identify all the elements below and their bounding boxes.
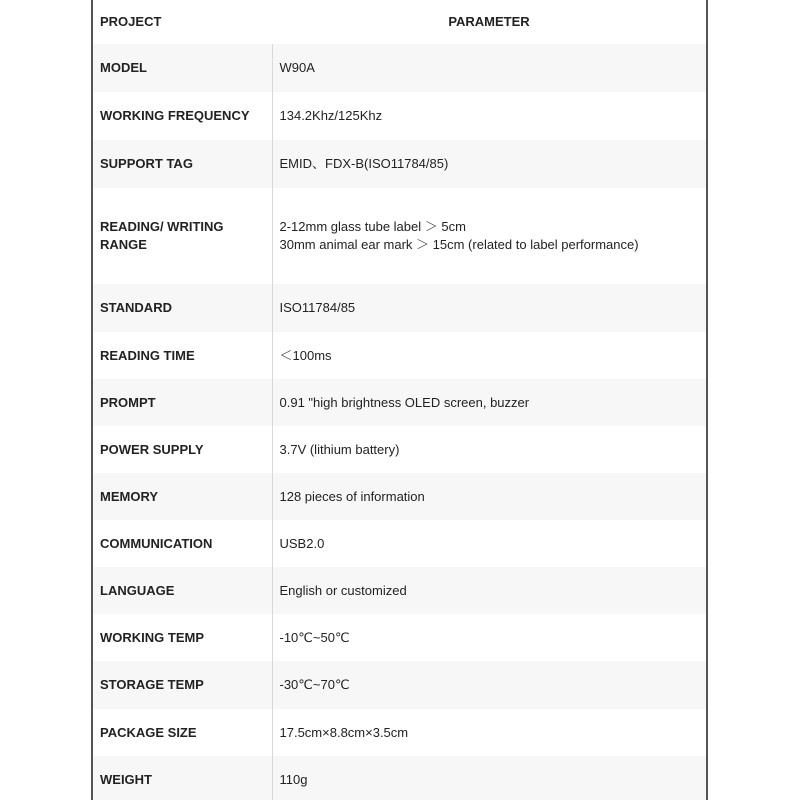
row-label: PROMPT [92,379,272,426]
row-value [272,614,707,661]
row-value-line: 17.5cm×8.8cm×3.5cm [279,724,409,740]
row-value [272,44,707,92]
row-label: WORKING FREQUENCY [92,92,272,140]
row-value [272,379,707,426]
row-value-line: 134.2Khz/125Khz [279,108,383,123]
row-label: STANDARD [92,284,272,332]
row-label: WORKING TEMP [92,614,272,661]
table-row [92,614,707,661]
row-label: WEIGHT [92,756,272,800]
row-value-line: 128 pieces of information [279,488,425,504]
row-label: COMMUNICATION [92,520,272,567]
row-value-line: -30℃~70℃ [279,677,350,692]
row-value [272,661,707,709]
row-value-line: ISO11784/85 [279,300,356,315]
row-value-line: English or customized [279,582,407,598]
row-value [272,520,707,567]
row-value-line: 30mm animal ear mark ＞ 15cm (related to label performance) [279,237,639,252]
row-label: SUPPORT TAG [92,140,272,188]
table-row [92,188,707,284]
row-value [272,140,707,188]
row-label: PACKAGE SIZE [92,709,272,756]
table-row [92,332,707,379]
row-label: STORAGE TEMP [92,661,272,709]
spec-table [91,0,708,800]
table-row [92,379,707,426]
table-row [92,140,707,188]
row-value [272,756,707,800]
table-row [92,756,707,800]
row-value [272,188,707,284]
row-value-line: EMID、FDX-B(ISO11784/85) [279,156,449,171]
row-value-line: ＜100ms [279,347,332,363]
row-label: READING/ WRITING RANGE [92,188,272,284]
row-label: MEMORY [92,473,272,520]
header-parameter: PARAMETER [272,0,707,44]
table-row [92,520,707,567]
row-value [272,92,707,140]
row-value [272,567,707,614]
row-value-line: 0.91 "high brightness OLED screen, buzzer [279,394,530,410]
row-value [272,709,707,756]
table-row [92,92,707,140]
row-value [272,426,707,473]
row-value [272,473,707,520]
table-row [92,284,707,332]
header-project: PROJECT [92,0,272,44]
table-row [92,44,707,92]
row-label: LANGUAGE [92,567,272,614]
row-label: READING TIME [92,332,272,379]
table-row [92,473,707,520]
table-header-row [92,0,707,44]
row-value [272,332,707,379]
row-value [272,284,707,332]
row-value-line: 3.7V (lithium battery) [279,441,400,457]
row-value-line: 110g [279,771,308,787]
row-value-line: USB2.0 [279,535,325,551]
table-row [92,426,707,473]
row-label: POWER SUPPLY [92,426,272,473]
row-label: MODEL [92,44,272,92]
table-row [92,661,707,709]
row-value-line: 2-12mm glass tube label ＞ 5cm [279,219,466,234]
row-value-line: -10℃~50℃ [279,629,350,645]
table-row [92,709,707,756]
table-row [92,567,707,614]
row-value-line: W90A [279,60,315,75]
